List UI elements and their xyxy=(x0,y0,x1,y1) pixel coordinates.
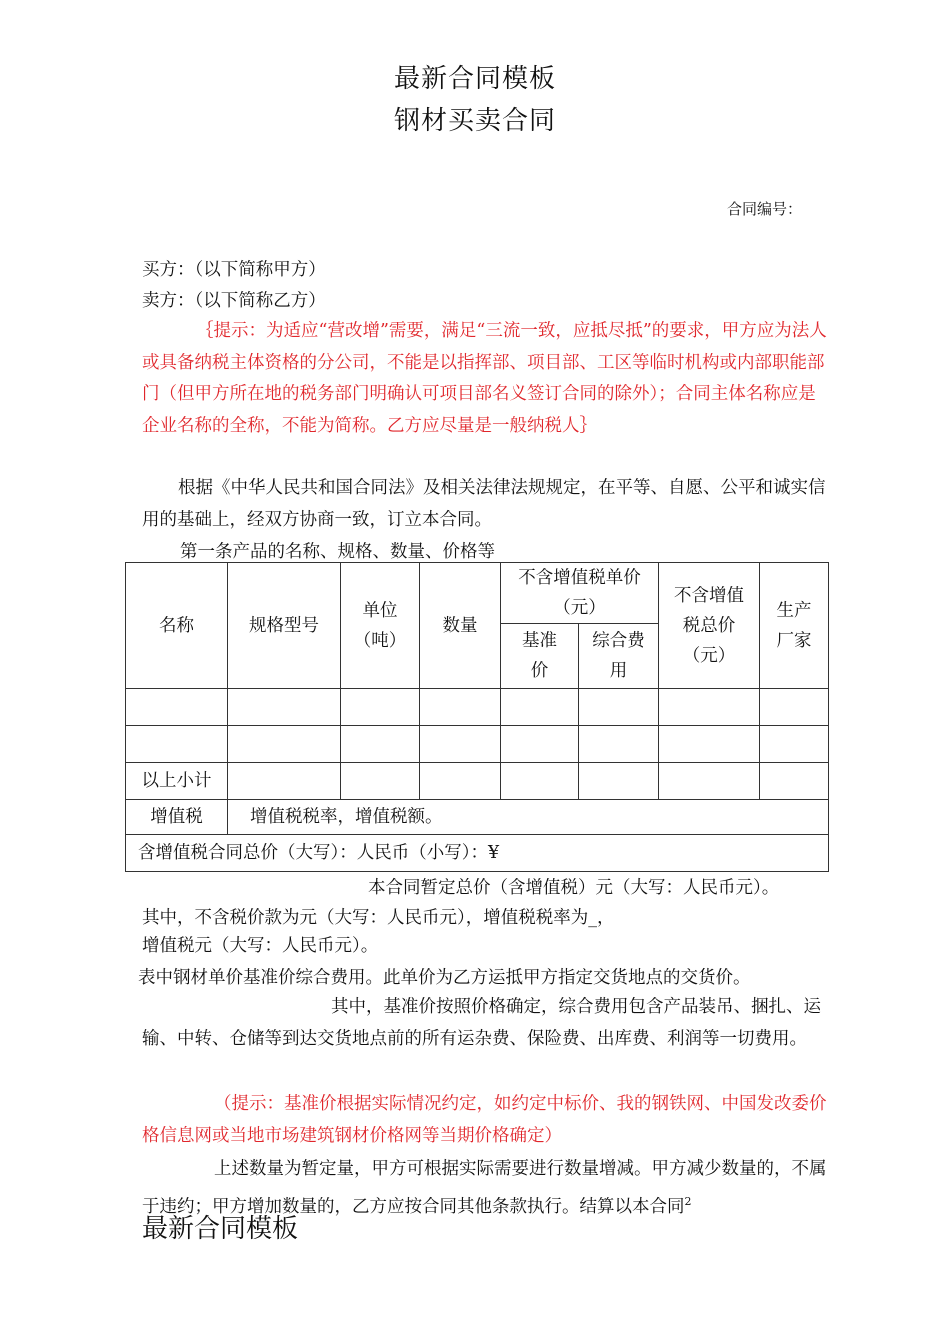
article-1-title: 第一条产品的名称、规格、数量、价格等 xyxy=(180,542,495,562)
contract-title: 钢材买卖合同 xyxy=(393,106,556,136)
vat-row xyxy=(126,800,829,835)
header-total-price: 不含增值 税总价 （元） xyxy=(659,563,760,689)
header-base-price: 基准 价 xyxy=(501,624,579,689)
subtotal-row xyxy=(126,763,829,800)
header-comprehensive-fee: 综合费 用 xyxy=(579,624,659,689)
subtotal-label: 以上小计 xyxy=(126,763,228,800)
tip-party-qualification: ｛提示：为适应“营改增”需要，满足“三流一致，应抵尽抵”的要求，甲方应为法人或具备纳税主体资格的分公司，不能是以指挥部、项目部、工区等临时机构或内部职能部门（但甲方所在地的税务部门明确认可项目部名义签订合同的除外）；合同主体名称应是企业名称的全称，不能为简称。乙方应尽量是一般纳税人｝ xyxy=(142,321,827,436)
header-quantity: 数量 xyxy=(420,563,501,689)
grand-total-row xyxy=(126,835,829,872)
vat-text: 增值税税率，增值税额。 xyxy=(228,800,829,835)
header-unit: 单位 （吨） xyxy=(341,563,420,689)
tip-base-price: （提示：基准价根据实际情况约定，如约定中标价、我的钢铁网、中国发改委价格信息网或当地市场建筑钢材价格网等当期价格确定） xyxy=(142,1094,827,1146)
table-row xyxy=(126,726,829,763)
table-row xyxy=(126,689,829,726)
footer-title: 最新合同模板 xyxy=(142,1214,299,1244)
grand-total-text: 含增值税合同总价（大写）：人民币（小写）：¥ xyxy=(126,835,829,872)
header-spec: 规格型号 xyxy=(228,563,341,689)
product-table xyxy=(125,562,829,872)
tax-exclusive-line: 其中，不含税价款为元（大写：人民币元），增值税税率为_， xyxy=(142,908,615,928)
quantity-paragraph: 上述数量为暂定量，甲方可根据实际需要进行数量增减。甲方减少数量的，不属于违约；甲方增加数量的，乙方应按合同其他条款执行。结算以本合同$^2$ xyxy=(142,1159,827,1217)
buyer-line: 买方：（以下简称甲方） xyxy=(142,260,326,280)
header-unit-price: 不含增值税单价 （元） xyxy=(501,563,659,624)
header-manufacturer: 生产 厂家 xyxy=(760,563,829,689)
base-price-paragraph: 其中，基准价按照价格确定，综合费用包含产品装吊、捆扎、运输、中转、仓储等到达交货地点前的所有运杂费、保险费、出库费、利润等一切费用。 xyxy=(142,997,821,1049)
seller-line: 卖方：（以下简称乙方） xyxy=(142,291,326,311)
contract-number-label: 合同编号： xyxy=(726,200,802,218)
vat-amount-line: 增值税元（大写：人民币元）。 xyxy=(142,936,379,956)
page-number: 2 xyxy=(684,1194,692,1208)
intro-paragraph: 根据《中华人民共和国合同法》及相关法律法规规定，在平等、自愿、公平和诚实信用的基础上，经双方协商一致，订立本合同。 xyxy=(142,478,826,530)
header-name: 名称 xyxy=(126,563,228,689)
unit-price-line: 表中钢材单价基准价综合费用。此单价为乙方运抵甲方指定交货地点的交货价。 xyxy=(138,968,751,988)
total-price-line: 本合同暂定总价（含增值税）元（大写：人民币元）。 xyxy=(368,878,780,898)
vat-label: 增值税 xyxy=(126,800,228,835)
document-header-title: 最新合同模板 xyxy=(393,64,556,94)
